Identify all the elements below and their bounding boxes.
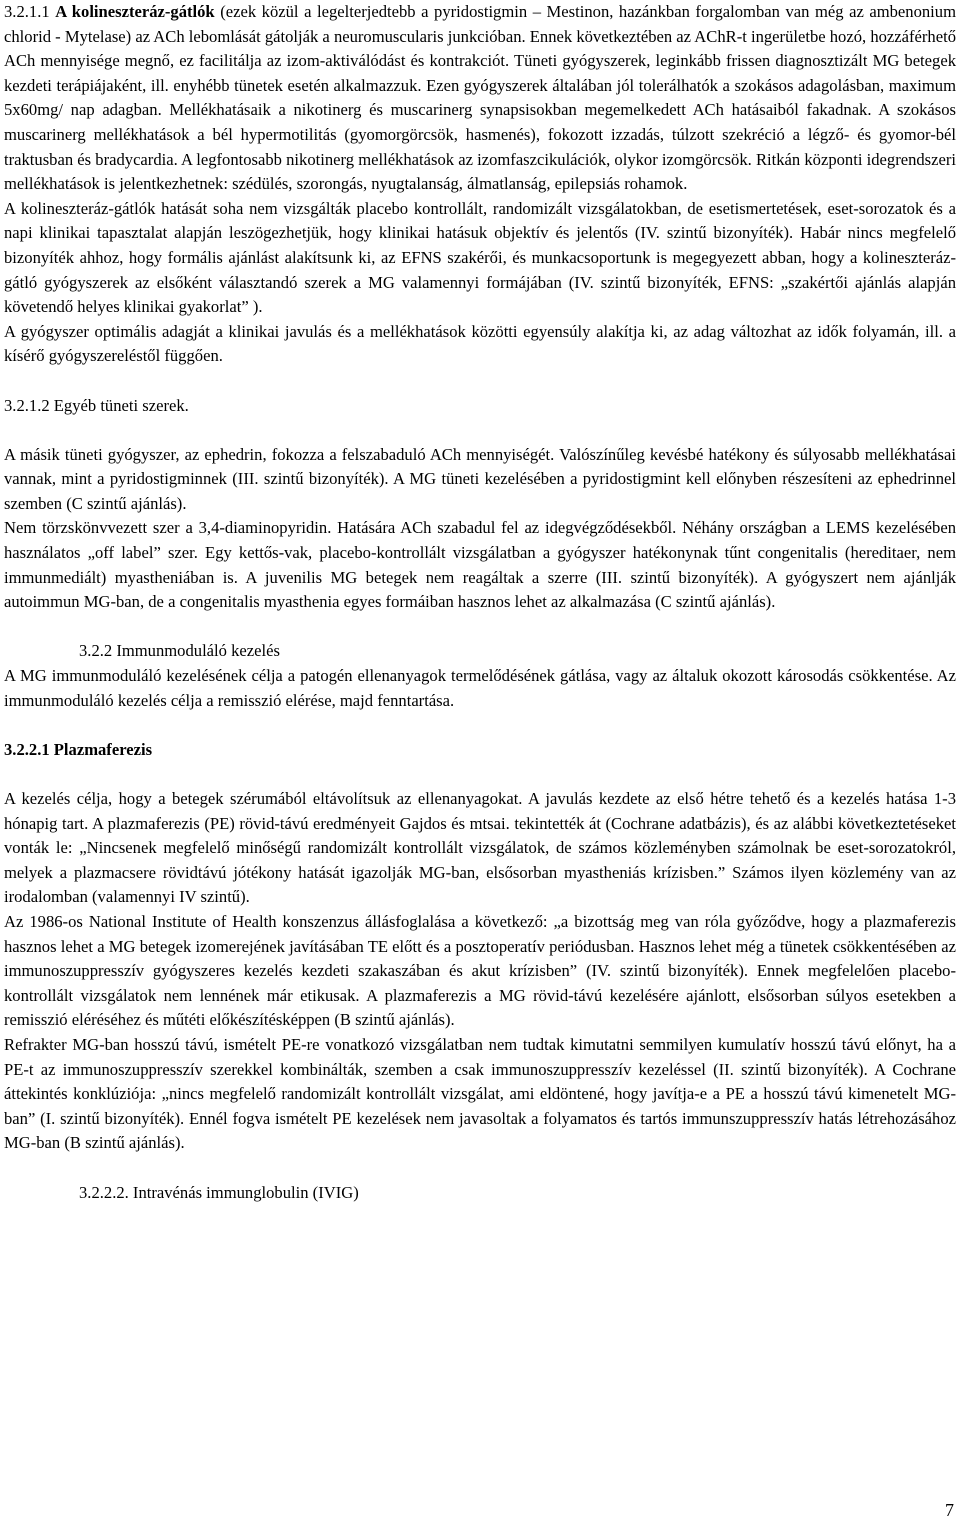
section-3211-title: A kolineszteráz-gátlók bbox=[55, 2, 215, 21]
section-3211-text: (ezek közül a legelterjedtebb a pyridostigmin – Mestinon, hazánkban forgalomban van még az ambenonium chlorid - Mytelase) az ACh lebomlását gátolják a neuromuscularis junkcióban. Ennek következtében az AChR-t ingerületbe hozó, hozzáférhető ACh mennyisége megnő, ez facilitálja az izom-aktiválódást és kontrakciót. Tüneti gyógyszerek, leginkább frissen diagnosztizált MG betegek kezdeti terápiájaként, ill. enyhébb tünetek esetén alkalmazzuk. Ezen gyógyszerek általában jól tolerálhatók a szokásos adagolásban, maximum 5x60mg/ nap adagban. Mellékhatásaik a nikotinerg és muscarinerg synapsisokban megemelkedett ACh hatásaiból fakadnak. A szokásos muscarinerg mellékhatások a bél hypermotilitás (gyomorgörcsök, hasmenés), fokozott izzadás, túlzott szekréció a légző- és gyomor-bél traktusban és bradycardia. A legfontosabb nikotinerg mellékhatások az izomfaszcikulációk, olykor izomgörcsök. Ritkán központi idegrendszeri mellékhatások is jelentkezhetnek: szédülés, szorongás, nyugtalanság, álmatlanság, epilepsiás rohamok. bbox=[4, 2, 956, 194]
spacer bbox=[4, 615, 956, 640]
section-3211-paragraph-3: A gyógyszer optimális adagját a klinikai javulás és a mellékhatások közötti egyensúly alakítja ki, az adag változhat az idők folyamán, ill. a kísérő gyógyszereléstől függően. bbox=[4, 321, 956, 366]
section-322-heading: 3.2.2 Immunmoduláló kezelés bbox=[79, 641, 280, 661]
spacer bbox=[4, 369, 956, 394]
spacer bbox=[4, 1156, 956, 1181]
page-number: 7 bbox=[945, 1500, 954, 1520]
section-3212-paragraph-1: A másik tüneti gyógyszer, az ephedrin, fokozza a felszabaduló ACh mennyiségét. Valószínűleg kevésbé hatékony és súlyosabb mellékhatásai vannak, mint a pyridostigminnek (III. szintű bizonyíték). A MG tüneti kezelésében a pyridostigmint kell előnyben részesíteni az ephedrinnel szemben (C szintű ajánlás). bbox=[4, 444, 956, 513]
spacer bbox=[4, 418, 956, 443]
section-3212-paragraph-2: Nem törzskönvvezett szer a 3,4-diaminopyridin. Hatására ACh szabadul fel az idegvégződésekből. Néhány országban a LEMS kezelésében használatos „off label” szer. Egy kettős-vak, placebo-kontrollált vizsgálatban a gyógyszer hatékonynak tűnt congenitalis (hereditaer, nem immunmediált) myastheniában is. A juvenilis MG betegek nem reagáltak a szerre (III. szintű bizonyíték). A gyógyszert nem ajánlják autoimmun MG-ban, de a congenitalis myasthenia egyes formáiban hasznos lehet az alkalmazása (C szintű ajánlás). bbox=[4, 518, 956, 612]
section-3212-heading: 3.2.1.2 Egyéb tüneti szerek. bbox=[4, 395, 189, 415]
section-322-paragraph-1: A MG immunmoduláló kezelésének célja a patogén ellenanyagok termelődésének gátlása, vagy az általuk okozott károsodás csökkentése. Az immunmoduláló kezelés célja a remisszió elérése, majd fenntartása. bbox=[4, 666, 956, 710]
section-3221-paragraph-3: Refrakter MG-ban hosszú távú, ismételt PE-re vonatkozó vizsgálatban nem tudtak kimutatni semmilyen kumulatív hosszú távú előnyt, ha a PE-t az immunoszuppresszív szerekkel kombinálták, szemben a csak immunoszuppresszív kezeléssel (II. szintű bizonyíték). A Cochrane áttekintés konklúziója: „nincs megfelelő randomizált kontrollált vizsgálat, ami eldöntené, hogy javítja-e a PE a hosszú távú kimenetelt MG-ban” (I. szintű bizonyíték). Ennél fogva ismételt PE kezelések nem javasoltak a folyamatos és tartós immunszuppresszív hatás létrehozásához MG-ban (B szintű ajánlás). bbox=[4, 1034, 956, 1153]
section-3211-number: 3.2.1.1 bbox=[4, 2, 50, 21]
section-3211-paragraph-1 bbox=[4, 0, 956, 197]
spacer bbox=[4, 713, 956, 738]
section-3221-paragraph-2: Az 1986-os National Institute of Health konszenzus állásfoglalása a következő: „a bizottság meg van róla győződve, hogy a plazmaferezis hasznos lehet a MG betegek izomerejének javításában TE előtt és a posztoperatív periódusban. Hasznos lehet még a tünetek csökkentésében az immunoszuppresszív gyógyszeres kezelés kezdeti szakaszában és akut krízisben” (IV. szintű bizonyíték). Ennek megfelelően placebo-kontrollált vizsgálatok nem lennének már etikusak. A plazmaferezis a MG rövid-távú kezelésére ajánlott, elsősorban súlyos esetekben a remisszió eléréséhez és műtéti előkészítésképpen (B szintű ajánlás). bbox=[4, 911, 956, 1030]
section-3221-heading: 3.2.2.1 Plazmaferezis bbox=[4, 739, 153, 759]
section-3221-paragraph-1: A kezelés célja, hogy a betegek szérumából eltávolítsuk az ellenanyagokat. A javulás kezdete az első hétre tehető és a kezelés hatása 1-3 hónapig tart. A plazmaferezis (PE) rövid-távú eredményeit Gajdos és mtsai. tekintették át (Cochrane adatbázis), és az alábbi következtetéseket vonták le: „Nincsenek megfelelő minőségű randomizált kontrollált vizsgálatok, de számos közleményben számolnak be eset-sorozatokról, melyek a plazmacsere rövidtávú jótékony hatását igazolják MG-ban, elsősorban myastheniás krízisben.” Számos ilyen közlemény van az irodalomban (valamennyi IV szintű). bbox=[4, 789, 956, 907]
section-3211-paragraph-2: A kolineszteráz-gátlók hatását soha nem vizsgálták placebo kontrollált, randomizált vizsgálatokban, de esetismertetések, eset-sorozatok és a napi klinikai tapasztalat alapján leszögezhetjük, hogy klinikai hatásuk objektív és jelentős (IV. szintű bizonyíték). Habár nincs megfelelő bizonyíték ahhoz, hogy formális ajánlást alakítsunk ki, az EFNS szakérői, és munkacsoportunk is megegyezett abban, hogy a kolineszteráz-gátló gyógyszerek az elsőként választandó szerek a MG valamennyi formájában (IV. szintű bizonyíték, EFNS: „szakértői ajánlás alapján követendő helyes klinikai gyakorlat” ). bbox=[4, 198, 956, 317]
spacer bbox=[4, 762, 956, 787]
section-3222-heading: 3.2.2.2. Intravénás immunglobulin (IVIG) bbox=[79, 1182, 359, 1202]
